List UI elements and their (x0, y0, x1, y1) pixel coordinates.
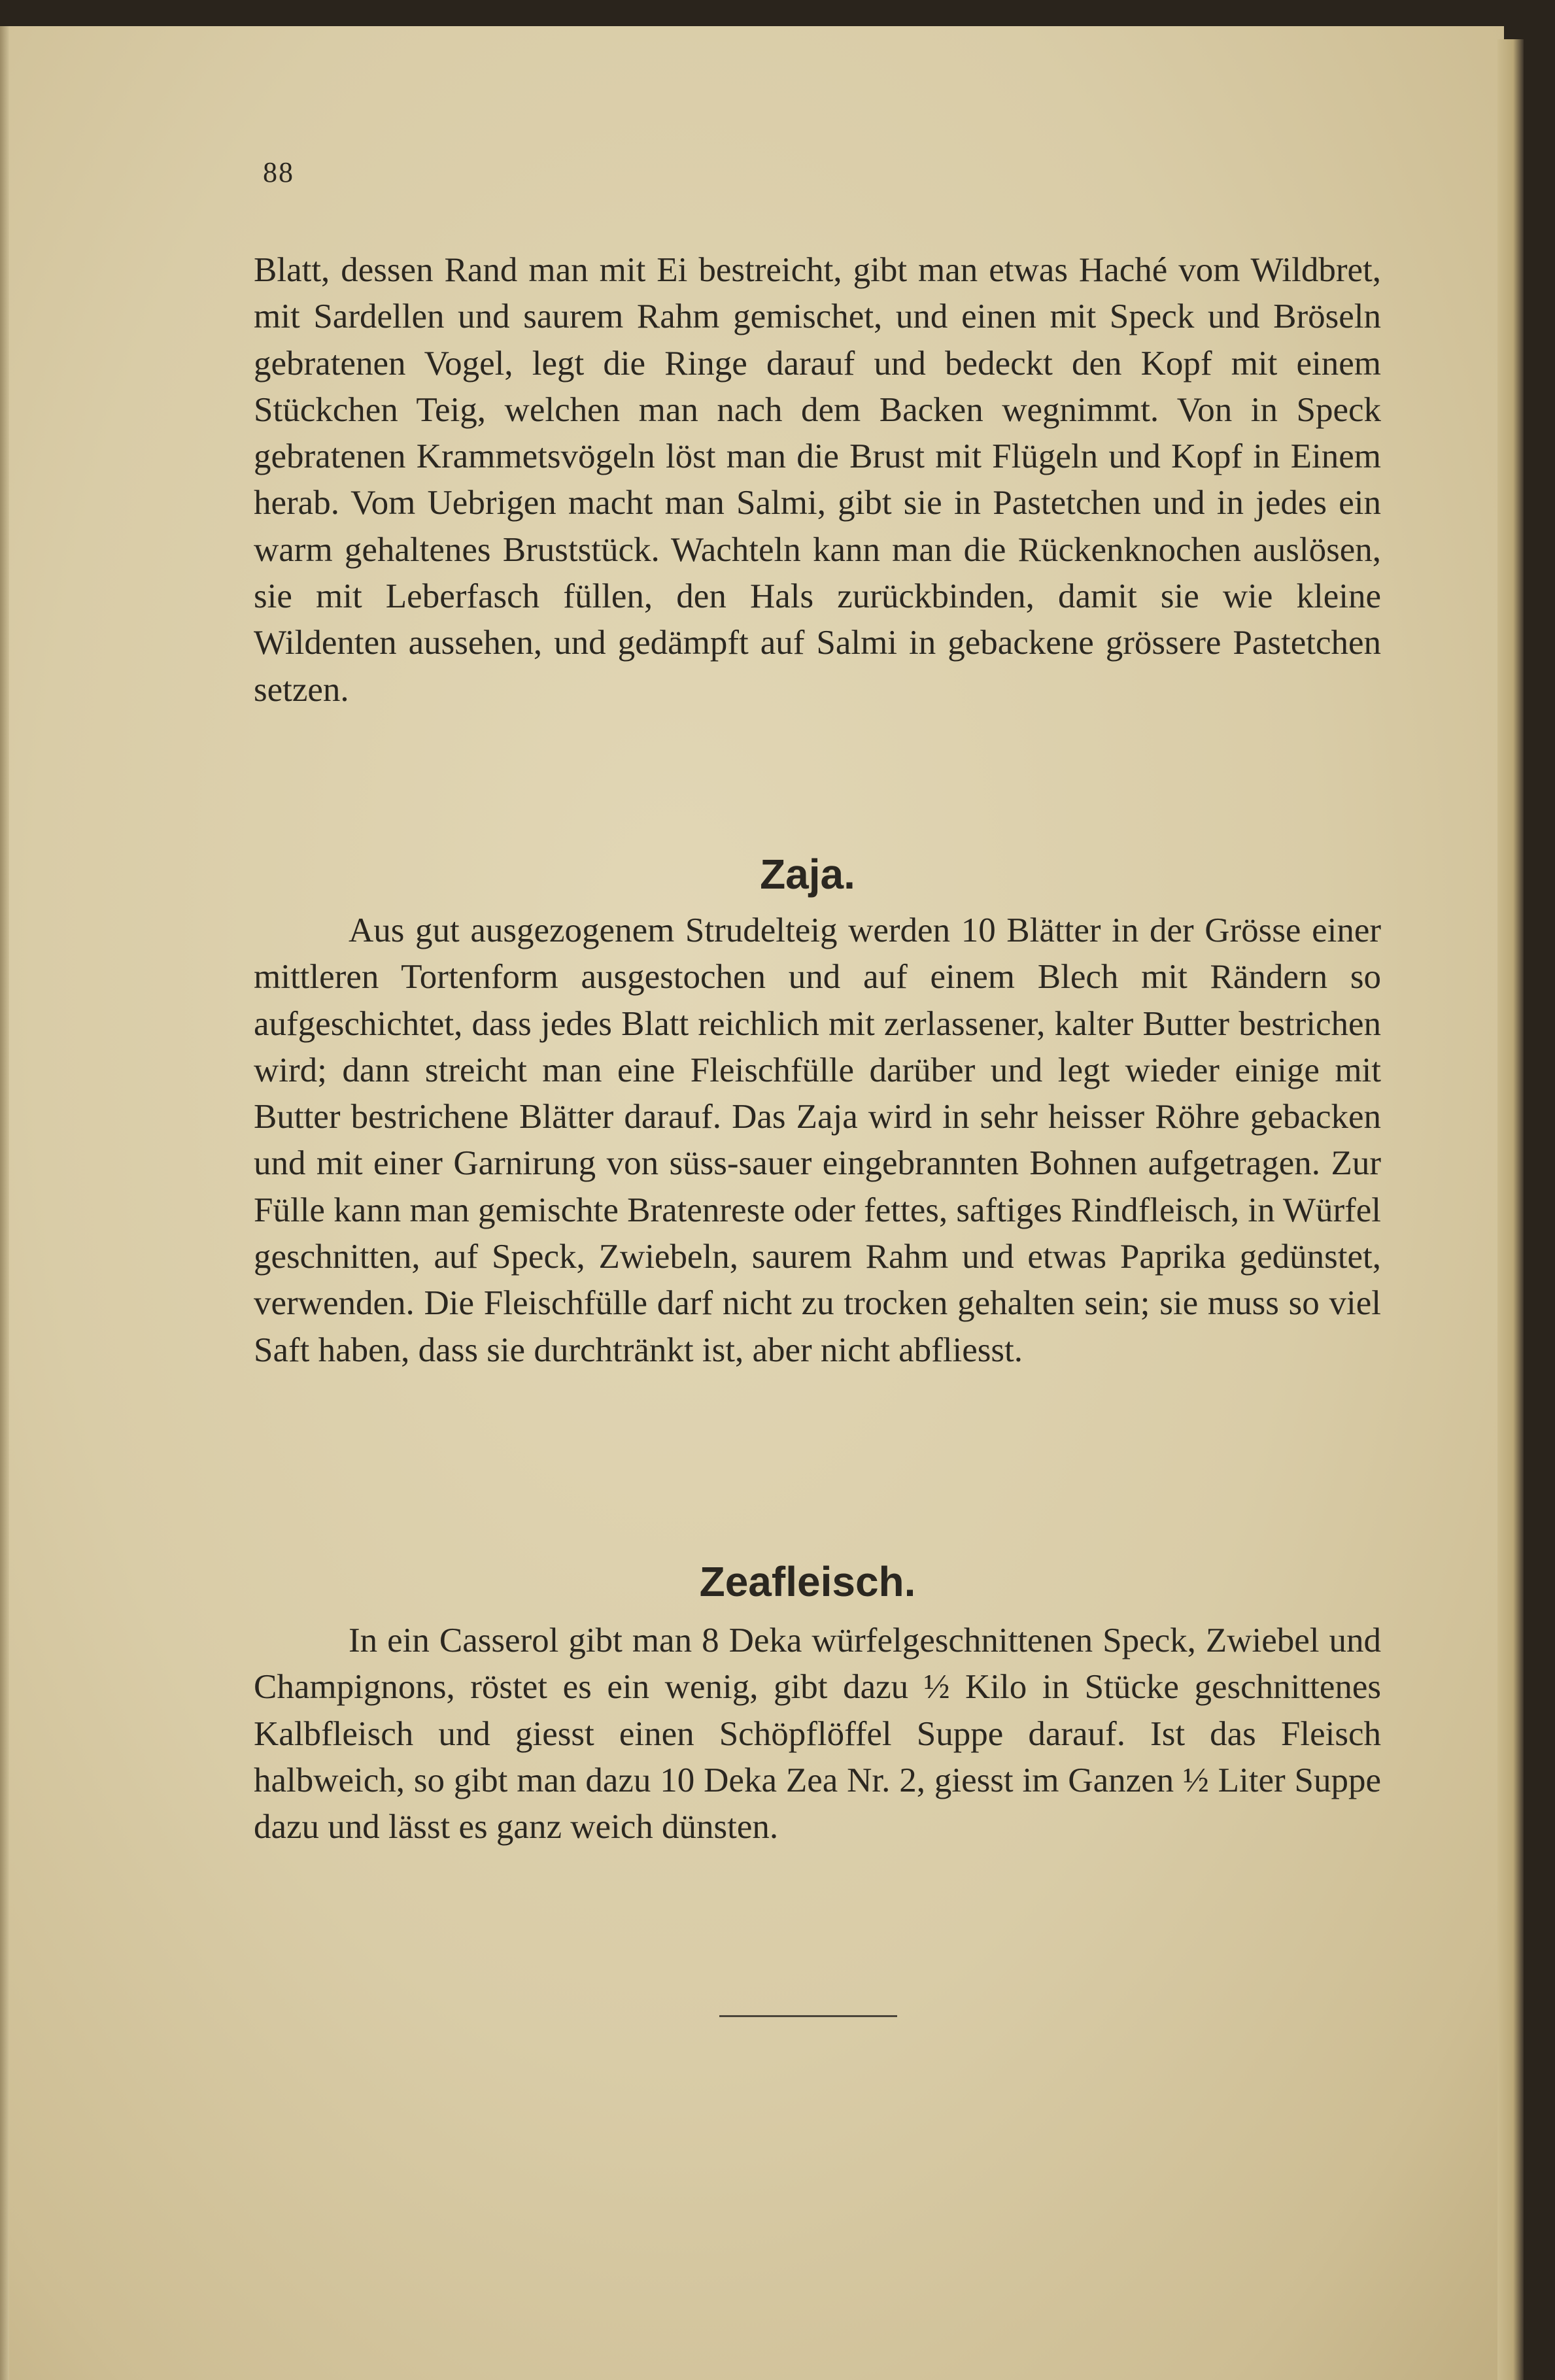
end-rule (719, 2015, 897, 2017)
right-page-edge (1497, 39, 1524, 2380)
section-text-zaja: Aus gut ausgezogenem Strudelteig werden 10 Blätter in der Grösse einer mittleren Tortenform ausgestochen und auf einem Blech mit Rändern so aufgeschichtet, dass jedes Blatt reichlich mit zerlassener, kalter Butter bestrichen wird; dann streicht man eine Fleischfülle darüber und legt wieder einige mit Butter bestrichene Blätter darauf. Das Zaja wird in sehr heisser Röhre gebacken und mit einer Garnirung von süss-sauer eingebrannten Bohnen aufgetragen. Zur Fülle kann man gemischte Bratenreste oder fettes, saftiges Rindfleisch, in Würfel geschnitten, auf Speck, Zwiebeln, saurem Rahm und etwas Paprika gedünstet, verwenden. Die Fleischfülle darf nicht zu trocken gehalten sein; sie muss so viel Saft haben, dass sie durchtränkt ist, aber nicht abfliesst. (254, 911, 1381, 1369)
section-title-zeafleisch: Zeafleisch. (699, 1558, 916, 1605)
page-number: 88 (263, 156, 294, 188)
left-page-edge (0, 26, 9, 2380)
section-title-zaja: Zaja. (760, 851, 855, 898)
continued-paragraph: Blatt, dessen Rand man mit Ei bestreicht, gibt man etwas Haché vom Wildbret, mit Sardellen und saurem Rahm gemischet, und einen mit Speck und Bröseln gebratenen Vogel, legt die Ringe darauf und bedeckt den Kopf mit einem Stückchen Teig, welchen man nach dem Backen wegnimmt. Von in Speck gebratenen Krammetsvögeln löst man die Brust mit Flügeln und Kopf in Einem herab. Vom Uebrigen macht man Salmi, gibt sie in Pastetchen und in jedes ein warm gehaltenes Bruststück. Wachteln kann man die Rückenknochen auslösen, sie mit Leberfasch füllen, den Hals zurückbinden, damit sie wie kleine Wildenten aussehen, und gedämpft auf Salmi in gebackene grössere Pastetchen setzen. (254, 251, 1381, 709)
section-text-zeafleisch: In ein Casserol gibt man 8 Deka würfelgeschnittenen Speck, Zwiebel und Champignons, röstet es ein wenig, gibt dazu ½ Kilo in Stücke geschnittenes Kalbfleisch und giesst einen Schöpflöffel Suppe darauf. Ist das Fleisch halbweich, so gibt man dazu 10 Deka Zea Nr. 2, giesst im Ganzen ½ Liter Suppe dazu und lässt es ganz weich dünsten. (254, 1622, 1381, 1846)
